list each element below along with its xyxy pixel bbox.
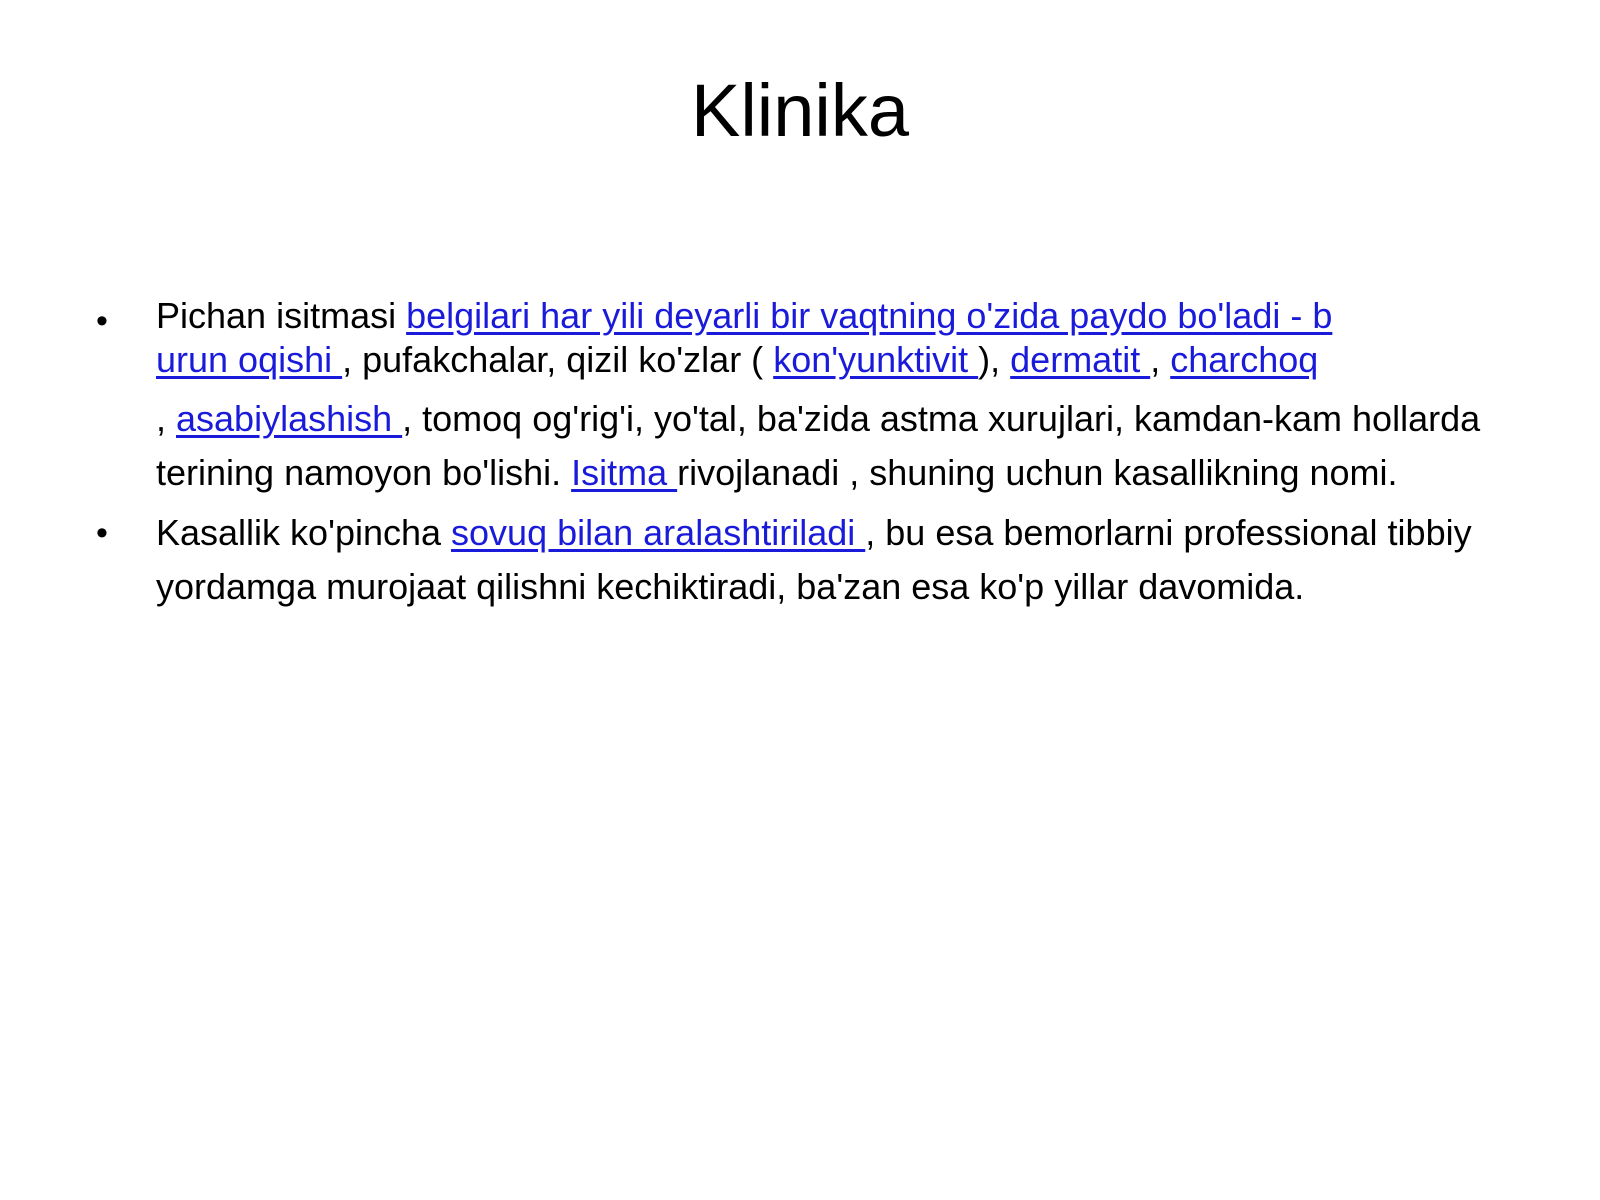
- text-run: ),: [978, 339, 1011, 380]
- link-asabiylashish[interactable]: asabiylashish: [176, 398, 403, 439]
- bullet-icon: •: [96, 514, 108, 552]
- link-sovuq[interactable]: sovuq bilan aralashtiriladi: [451, 512, 866, 553]
- text-run: , bu esa bemorlarni professional tibbiy yordamga murojaat qilishni kechiktiradi, ba'zan esa ko'p yillar davomida.: [156, 512, 1472, 607]
- bullet-text: [156, 294, 1512, 500]
- text-run: rivojlanadi , shuning uchun kasallikning nomi.: [677, 452, 1398, 493]
- list-item: [92, 294, 1512, 500]
- list-item: [92, 506, 1512, 614]
- text-run: , pufakchalar, qizil ko'zlar (: [342, 339, 774, 380]
- link-charchoq[interactable]: charchoq: [1170, 339, 1319, 380]
- slide-title: Klinika: [691, 69, 909, 152]
- link-konyunktivit[interactable]: kon'yunktivit: [773, 339, 979, 380]
- text-run: , tomoq og'rig'i, yo'tal, ba'zida astma xurujlari, kamdan-kam hollarda terining namoyon bo'lishi.: [156, 398, 1481, 493]
- link-burun-oqishi[interactable]: urun oqishi: [156, 339, 343, 380]
- bullet-icon: •: [96, 302, 108, 340]
- bullet-list: [92, 294, 1512, 620]
- text-run: Pichan isitmasi: [156, 295, 407, 336]
- text-run: ,: [1150, 339, 1171, 380]
- link-isitma[interactable]: Isitma: [571, 452, 678, 493]
- text-run: ,: [156, 398, 177, 439]
- link-dermatit[interactable]: dermatit: [1010, 339, 1151, 380]
- line-2: [156, 338, 1512, 382]
- line-1: [156, 294, 1512, 338]
- bullet-text: [156, 506, 1512, 614]
- text-run: Kasallik ko'pincha: [156, 512, 452, 553]
- link-belgilari[interactable]: belgilari har yili deyarli bir vaqtning o'zida paydo bo'ladi - b: [406, 295, 1333, 336]
